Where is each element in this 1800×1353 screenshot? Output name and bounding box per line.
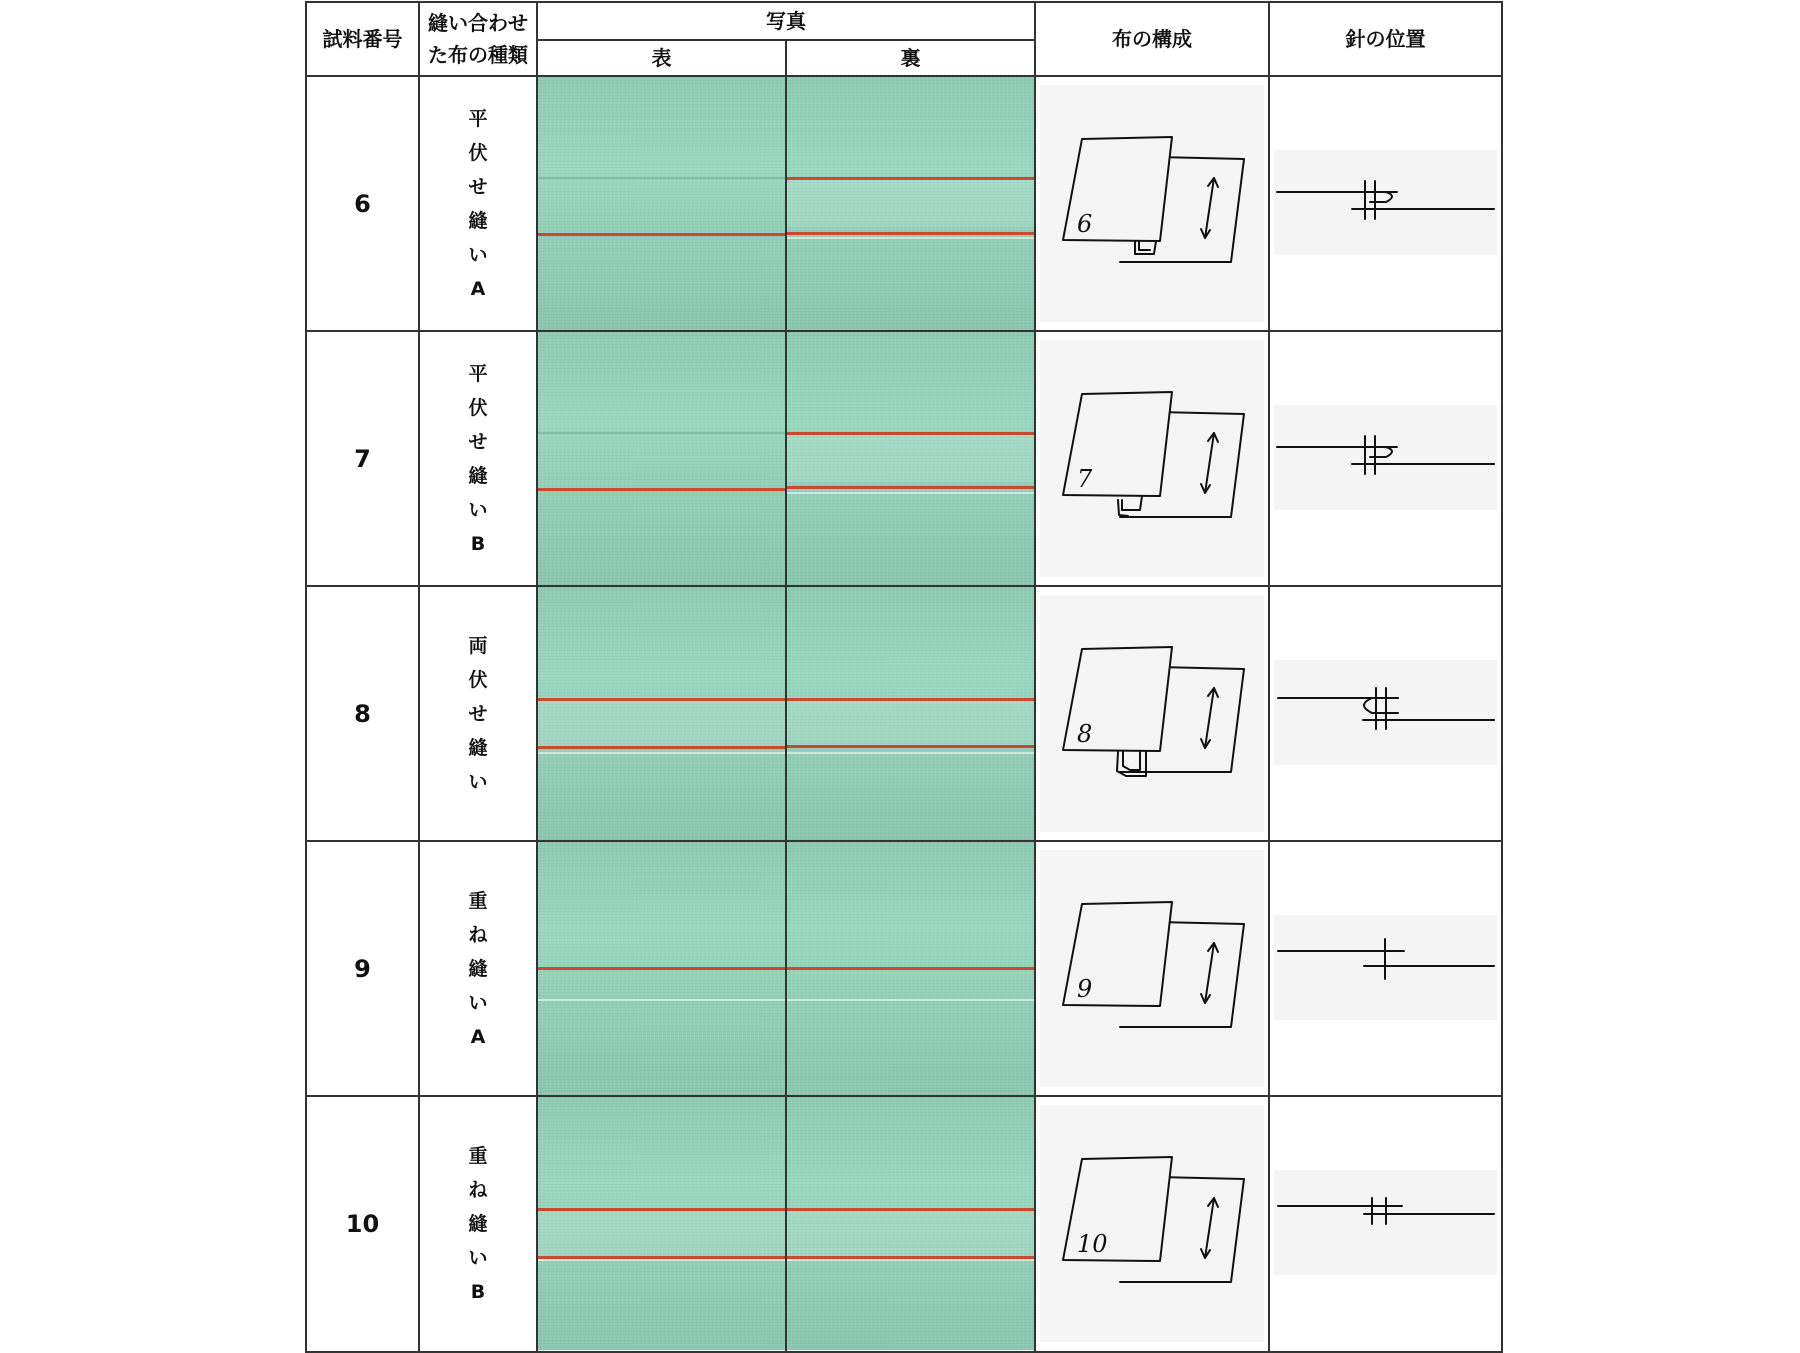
fabric-type-char: A — [470, 1025, 486, 1048]
header-sample-no: 試料番号 — [322, 27, 403, 51]
fabric-type-char: せ — [468, 175, 488, 198]
fabric-type-char: 平 — [468, 107, 488, 130]
fabric-type-char: 重 — [468, 889, 488, 912]
header-fabric-type-line1: 縫い合わせ — [428, 11, 528, 35]
fabric-type-char: 両 — [468, 634, 488, 657]
fabric-type-char: 縫 — [468, 957, 488, 980]
composition-sample-label: 10 — [1077, 1230, 1108, 1258]
header-fabric-type-line2: た布の種類 — [428, 43, 528, 67]
fabric-type-char: ね — [468, 923, 488, 946]
header-back: 裏 — [900, 46, 921, 70]
sample-number: 10 — [345, 1209, 380, 1238]
fabric-type-char: 縫 — [468, 464, 488, 487]
header-photo: 写真 — [766, 9, 806, 33]
header-composition: 布の構成 — [1112, 27, 1192, 51]
composition-sample-label: 8 — [1077, 720, 1093, 748]
fabric-type-char: い — [468, 1246, 488, 1269]
fabric-type-char: ね — [468, 1178, 488, 1201]
composition-sample-label: 9 — [1077, 975, 1093, 1003]
fabric-type-char: せ — [468, 430, 488, 453]
fabric-type-char: 縫 — [468, 209, 488, 232]
fabric-type-char: い — [468, 770, 488, 793]
fabric-type-char: B — [470, 532, 486, 555]
fabric-type-char: 伏 — [468, 668, 488, 691]
composition-sample-label: 6 — [1077, 210, 1093, 238]
sample-number: 8 — [354, 699, 371, 728]
sample-number: 9 — [354, 954, 371, 983]
fabric-type-char: B — [470, 1280, 486, 1303]
fabric-type-char: 重 — [468, 1144, 488, 1167]
fabric-type-char: 縫 — [468, 1212, 488, 1235]
fabric-type-char: い — [468, 498, 488, 521]
header-needle-position: 針の位置 — [1345, 27, 1426, 51]
sample-number: 7 — [354, 444, 371, 473]
fabric-type-char: 平 — [468, 362, 488, 385]
sample-number: 6 — [354, 189, 371, 218]
composition-sample-label: 7 — [1077, 465, 1093, 493]
header-front: 表 — [651, 46, 672, 70]
fabric-type-char: い — [468, 991, 488, 1014]
fabric-type-char: せ — [468, 702, 488, 725]
fabric-type-char: A — [470, 277, 486, 300]
fabric-type-char: 伏 — [468, 396, 488, 419]
fabric-type-char: 縫 — [468, 736, 488, 759]
fabric-type-char: 伏 — [468, 141, 488, 164]
fabric-type-char: い — [468, 243, 488, 266]
